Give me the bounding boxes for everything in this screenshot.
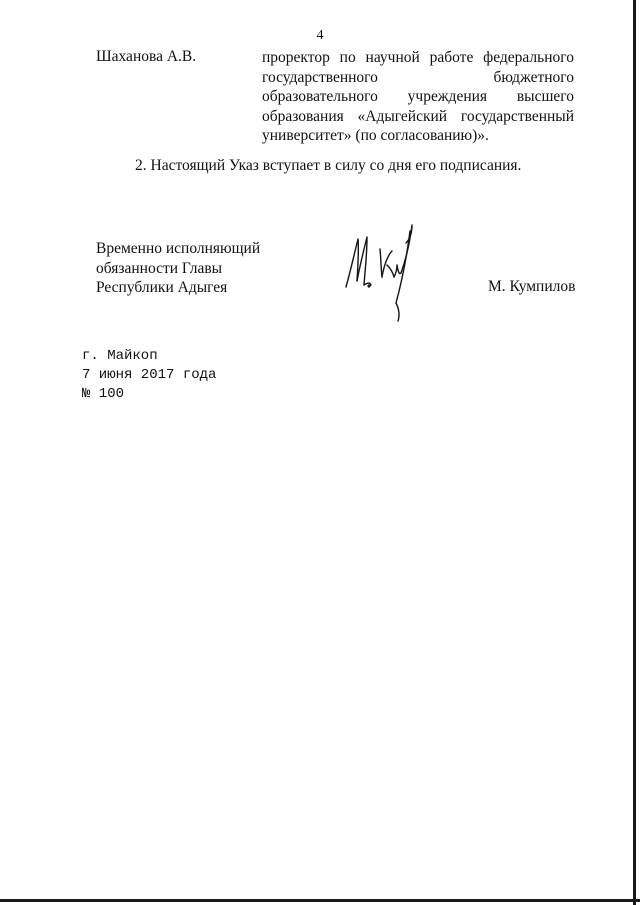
scan-edge-right bbox=[633, 0, 636, 905]
member-name: Шаханова А.В. bbox=[96, 48, 197, 65]
date: 7 июня 2017 года bbox=[82, 367, 217, 383]
member-role-line: университет» (по согласованию)». bbox=[262, 127, 489, 144]
member-role-line: государственного бюджетного bbox=[262, 68, 574, 86]
signer-title-line: Республики Адыгея bbox=[96, 279, 228, 296]
scan-edge-bottom bbox=[0, 899, 640, 902]
place-date-number bbox=[82, 347, 216, 404]
signer-title bbox=[96, 239, 260, 298]
member-role-line: образования «Адыгейский государственный bbox=[262, 107, 574, 125]
member-role-line: проректор по научной работе федерального bbox=[262, 49, 574, 66]
page-number: 4 bbox=[316, 28, 324, 43]
member-role-line: образовательного учреждения высшего bbox=[262, 88, 574, 105]
signer-title-line: Временно исполняющий bbox=[96, 240, 261, 257]
handwritten-signature bbox=[336, 215, 426, 325]
member-role bbox=[262, 48, 574, 146]
signer-name: М. Кумпилов bbox=[488, 278, 576, 295]
signer-title-line: обязанности Главы bbox=[96, 259, 223, 277]
decree-number: № 100 bbox=[82, 386, 125, 402]
city: г. Майкоп bbox=[82, 348, 158, 364]
effective-date-clause: 2. Настоящий Указ вступает в силу со дня его подписания. bbox=[135, 157, 522, 174]
